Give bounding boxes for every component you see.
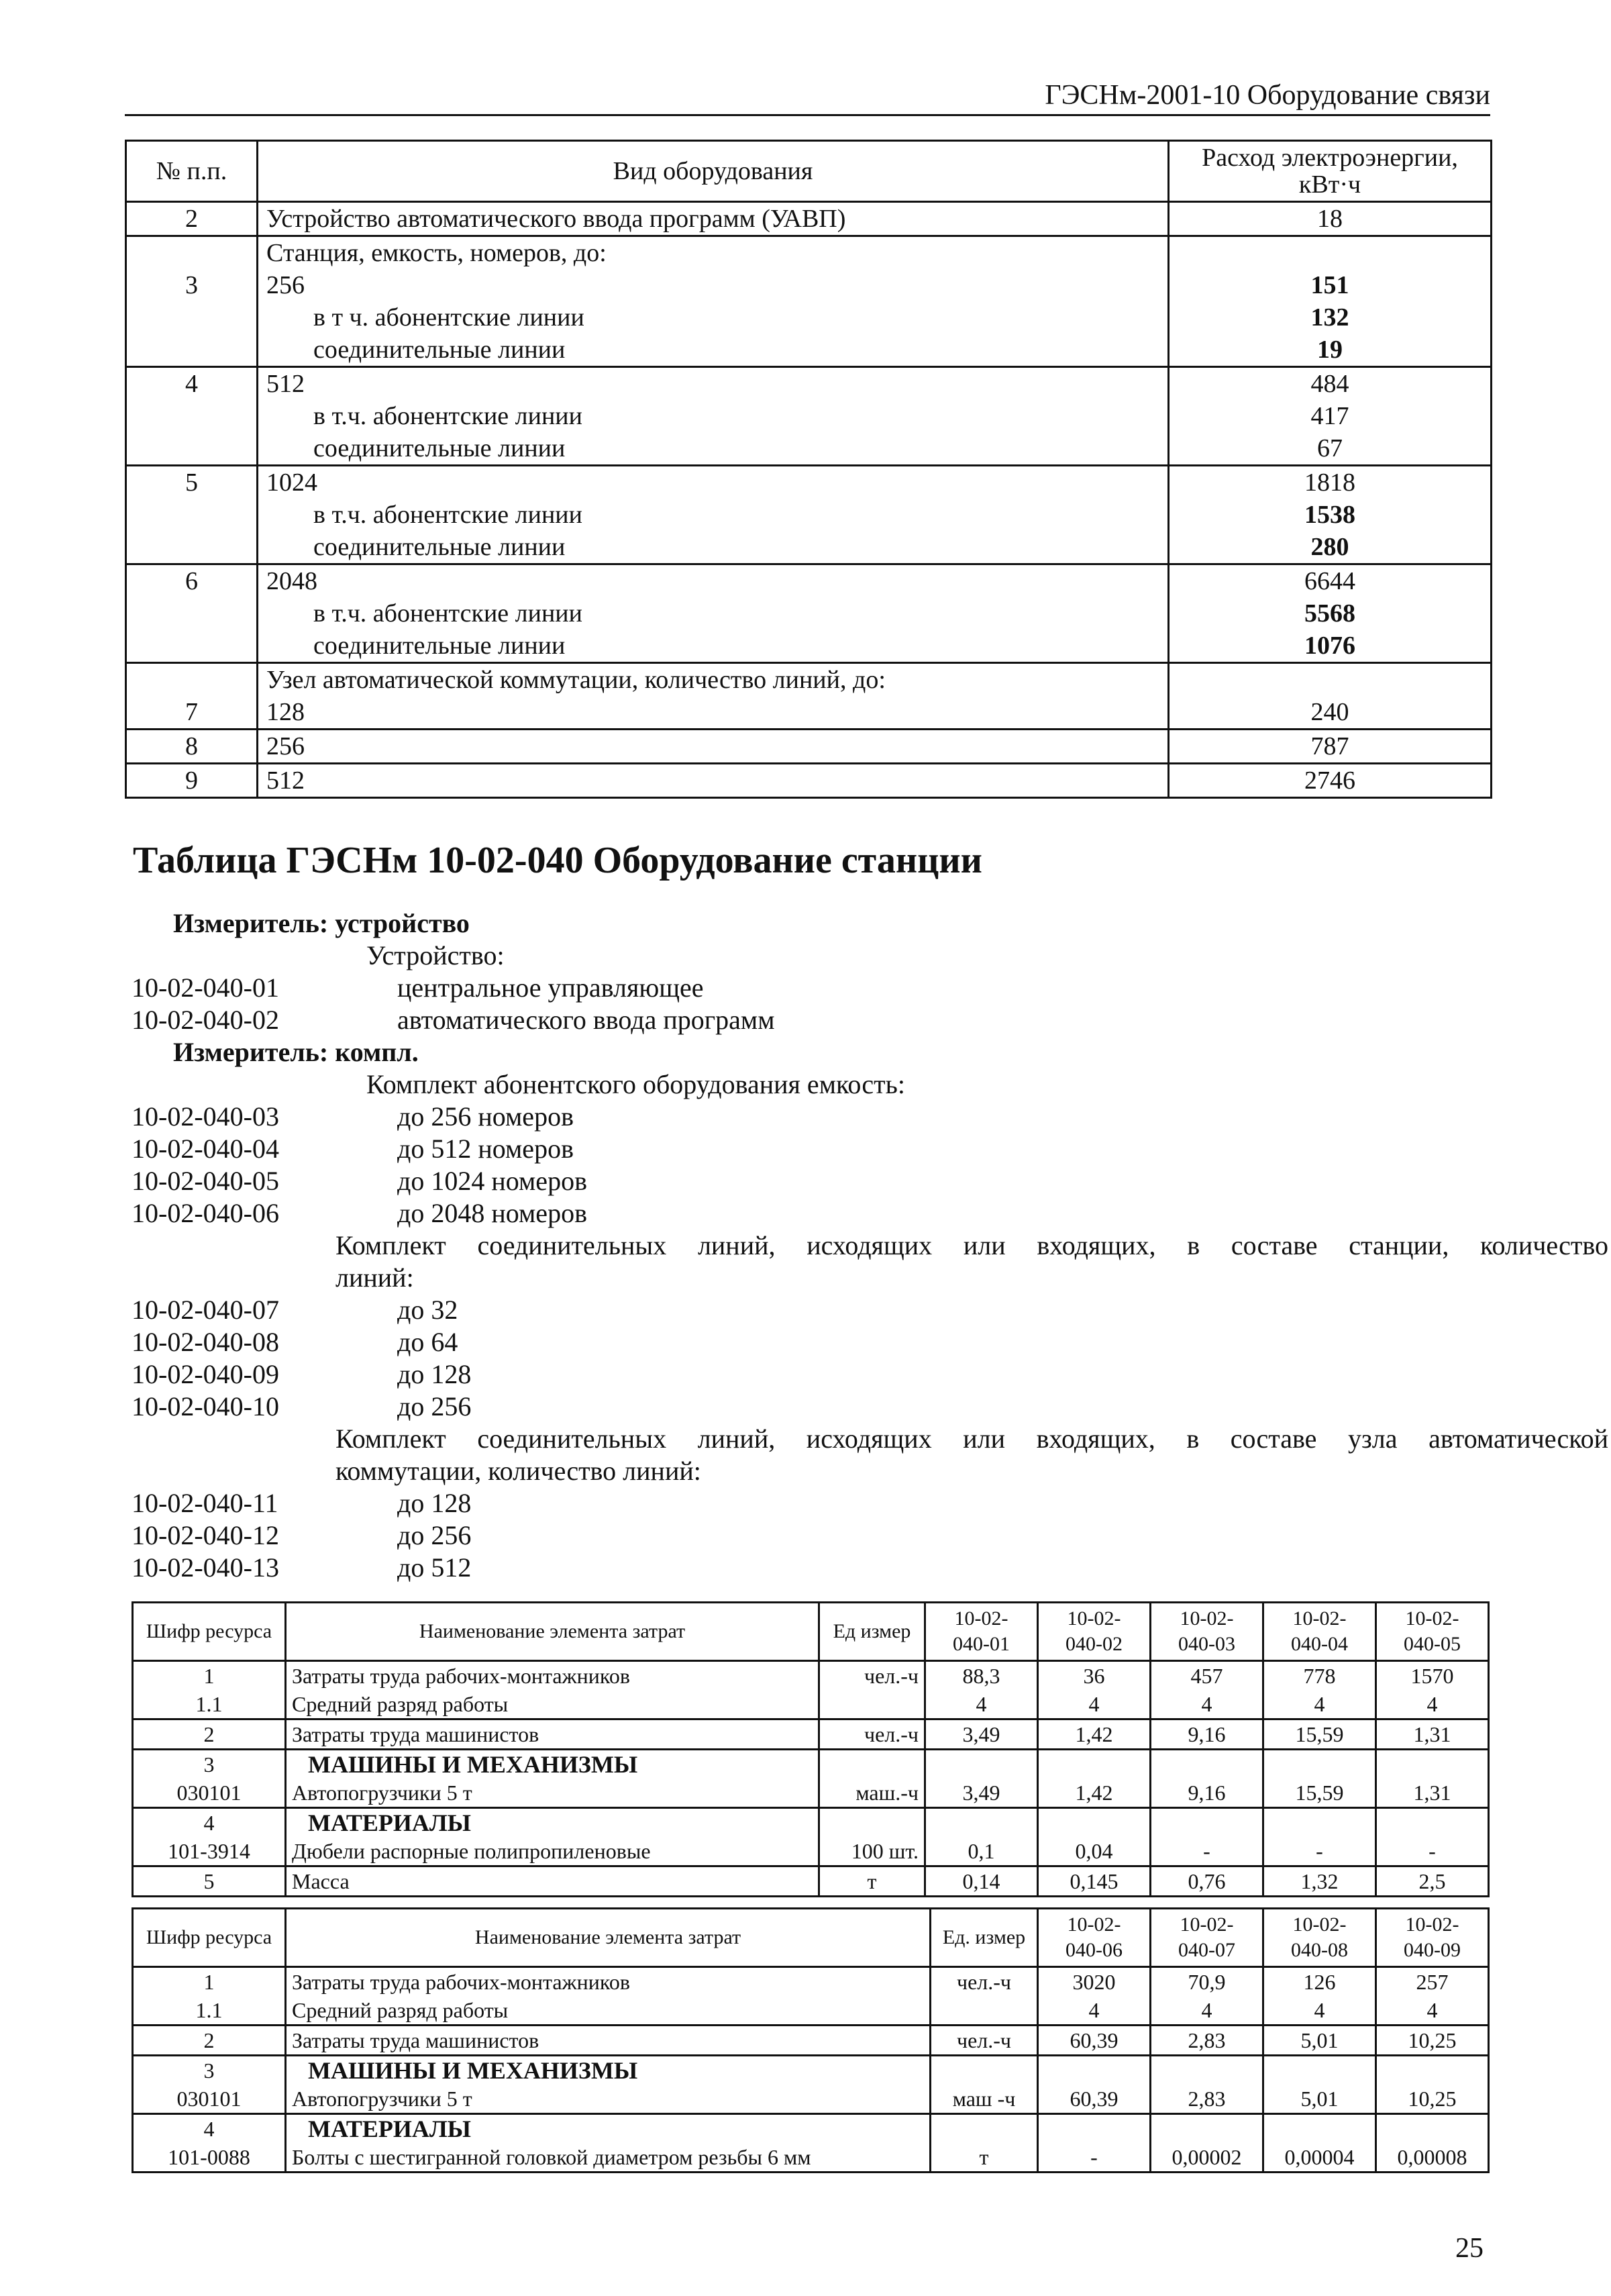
table-row	[133, 1719, 1489, 1750]
resource-code: 4 101-3914	[133, 1808, 286, 1866]
resource-code: 1 1.1	[133, 1661, 286, 1719]
section-title: Таблица ГЭСНм 10-02-040 Оборудование станции	[133, 840, 982, 881]
row-number: 3	[126, 236, 258, 367]
norm-description: до 512	[397, 1552, 472, 1583]
resource-value: 1,42	[1038, 1750, 1151, 1808]
resource-unit: 100 шт.	[819, 1808, 925, 1866]
equipment-description: Станция, емкость, номеров, до: 256 в т ч. абонентские линии соединительные линии	[258, 236, 1169, 367]
resource-value: 15,59	[1263, 1750, 1376, 1808]
table-row	[133, 2056, 1489, 2114]
table-header-row	[133, 1909, 1489, 1967]
table-row	[133, 1750, 1489, 1808]
meter-label: Измеритель: устройство	[173, 908, 470, 938]
resource-name: МАТЕРИАЛЫ Дюбели распорные полипропиленовые	[286, 1808, 819, 1866]
power-value: 484 417 67	[1169, 367, 1492, 466]
resource-value: 1,31	[1376, 1719, 1489, 1750]
row-number: 6	[126, 564, 258, 663]
resource-value: 1,42	[1038, 1719, 1151, 1750]
row-number: 4	[126, 367, 258, 466]
list-item	[132, 1552, 1490, 1584]
resource-value: 0,76	[1151, 1866, 1263, 1897]
resource-value: 0,14	[925, 1866, 1038, 1897]
power-consumption-table	[125, 140, 1492, 799]
list-item	[132, 1262, 1490, 1294]
list-item	[132, 1068, 1490, 1101]
document-header-title: ГЭСНм-2001-10 Оборудование связи	[1045, 80, 1490, 111]
col-header-norm: 10-02- 040-04	[1263, 1603, 1376, 1661]
resource-code: 2	[133, 1719, 286, 1750]
equipment-description: Устройство автоматического ввода программ (УАВП)	[258, 202, 1169, 236]
resource-value: 1,31	[1376, 1750, 1489, 1808]
norm-description: автоматического ввода программ	[397, 1005, 775, 1035]
col-header-unit: Ед измер	[819, 1603, 925, 1661]
resource-value: -	[1038, 2114, 1151, 2173]
table-row	[126, 236, 1492, 367]
meter-list	[132, 907, 1608, 1584]
table-header-row	[126, 141, 1492, 202]
norm-description: до 1024 номеров	[397, 1166, 587, 1196]
resource-value: 36 4	[1038, 1661, 1151, 1719]
resource-table-2	[132, 1907, 1490, 2173]
norm-code: 10-02-040-09	[132, 1359, 279, 1389]
table-row	[126, 764, 1492, 798]
power-value: 1818 1538 280	[1169, 466, 1492, 564]
resource-value: 0,145	[1038, 1866, 1151, 1897]
list-item	[132, 1197, 1490, 1230]
resource-value: 3,49	[925, 1719, 1038, 1750]
list-item	[132, 1326, 1490, 1358]
resource-value: 88,3 4	[925, 1661, 1038, 1719]
norm-description: до 256	[397, 1391, 472, 1421]
group-heading-cont: линий:	[335, 1262, 414, 1293]
resource-unit: чел.-ч	[931, 1967, 1038, 2026]
resource-unit: маш.-ч	[819, 1750, 925, 1808]
resource-unit: чел.-ч	[819, 1661, 925, 1719]
equipment-description: 512	[258, 764, 1169, 798]
col-header-norm: 10-02- 040-01	[925, 1603, 1038, 1661]
resource-name: Затраты труда рабочих-монтажников Средний разряд работы	[286, 1967, 931, 2026]
norm-code: 10-02-040-05	[132, 1166, 279, 1196]
table-row	[133, 1661, 1489, 1719]
resource-code: 5	[133, 1866, 286, 1897]
resource-value: 0,1	[925, 1808, 1038, 1866]
resource-name: Затраты труда рабочих-монтажников Средний разряд работы	[286, 1661, 819, 1719]
table-row	[133, 2026, 1489, 2056]
norm-code: 10-02-040-06	[132, 1198, 279, 1228]
col-header-power: Расход электроэнергии, кВт·ч	[1169, 141, 1492, 202]
resource-value: 126 4	[1263, 1967, 1376, 2026]
resource-value: 9,16	[1151, 1719, 1263, 1750]
resource-value: 257 4	[1376, 1967, 1489, 2026]
table-row	[133, 1808, 1489, 1866]
col-header-code: Шифр ресурса	[133, 1909, 286, 1967]
norm-code: 10-02-040-08	[132, 1327, 279, 1357]
meter-row	[132, 1036, 1490, 1068]
resource-value: 1,32	[1263, 1866, 1376, 1897]
row-number: 7	[126, 663, 258, 730]
list-item	[132, 1391, 1490, 1423]
col-header-norm: 10-02- 040-02	[1038, 1603, 1151, 1661]
col-header-norm: 10-02- 040-09	[1376, 1909, 1489, 1967]
resource-value: 5,01	[1263, 2056, 1376, 2114]
resource-value: 0,00002	[1151, 2114, 1263, 2173]
list-item	[132, 1455, 1490, 1487]
resource-value: 2,83	[1151, 2026, 1263, 2056]
table-row	[133, 1866, 1489, 1897]
power-value: 18	[1169, 202, 1492, 236]
list-item	[132, 1294, 1490, 1326]
resource-value: 0,04	[1038, 1808, 1151, 1866]
norm-code: 10-02-040-01	[132, 972, 279, 1003]
norm-description: до 128	[397, 1488, 472, 1518]
resource-value: 9,16	[1151, 1750, 1263, 1808]
col-header-number: № п.п.	[126, 141, 258, 202]
resource-code: 2	[133, 2026, 286, 2056]
resource-value: 60,39	[1038, 2026, 1151, 2056]
norm-description: до 64	[397, 1327, 458, 1357]
equipment-description: Узел автоматической коммутации, количество линий, до: 128	[258, 663, 1169, 730]
table-row	[126, 466, 1492, 564]
col-header-norm: 10-02- 040-06	[1038, 1909, 1151, 1967]
col-header-norm: 10-02- 040-03	[1151, 1603, 1263, 1661]
table-header-row	[133, 1603, 1489, 1661]
resource-unit: чел.-ч	[931, 2026, 1038, 2056]
norm-code: 10-02-040-10	[132, 1391, 279, 1421]
list-item	[132, 1165, 1490, 1197]
list-item	[132, 1487, 1490, 1519]
resource-value: 2,83	[1151, 2056, 1263, 2114]
norm-description: до 2048 номеров	[397, 1198, 587, 1228]
power-value: 787	[1169, 730, 1492, 764]
resource-value: 457 4	[1151, 1661, 1263, 1719]
list-item	[132, 1101, 1490, 1133]
group-heading: Комплект соединительных линий, исходящих или входящих, в составе станции, количество	[335, 1230, 1608, 1260]
list-item	[132, 1358, 1490, 1391]
table-row	[133, 2114, 1489, 2173]
norm-description: до 256 номеров	[397, 1101, 574, 1132]
row-number: 2	[126, 202, 258, 236]
resource-name: МАТЕРИАЛЫ Болты с шестигранной головкой диаметром резьбы 6 мм	[286, 2114, 931, 2173]
list-item	[132, 940, 1490, 972]
group-heading: Комплект соединительных линий, исходящих или входящих, в составе узла автоматической	[335, 1424, 1608, 1454]
equipment-description: 2048 в т.ч. абонентские линии соединительные линии	[258, 564, 1169, 663]
list-item	[132, 1423, 1608, 1455]
col-header-unit: Ед. измер	[931, 1909, 1038, 1967]
norm-code: 10-02-040-07	[132, 1295, 279, 1325]
resource-value: 10,25	[1376, 2056, 1489, 2114]
resource-value: 0,00008	[1376, 2114, 1489, 2173]
list-item	[132, 972, 1490, 1004]
equipment-description: 1024 в т.ч. абонентские линии соединительные линии	[258, 466, 1169, 564]
resource-value: 0,00004	[1263, 2114, 1376, 2173]
resource-value: 3,49	[925, 1750, 1038, 1808]
resource-code: 3 030101	[133, 1750, 286, 1808]
group-heading-cont: коммутации, количество линий:	[335, 1456, 701, 1486]
resource-code: 4 101-0088	[133, 2114, 286, 2173]
norm-description: до 256	[397, 1520, 472, 1550]
meter-label: Измеритель: компл.	[173, 1037, 419, 1067]
resource-name: МАШИНЫ И МЕХАНИЗМЫ Автопогрузчики 5 т	[286, 1750, 819, 1808]
table-row	[126, 564, 1492, 663]
resource-value: 778 4	[1263, 1661, 1376, 1719]
list-item	[132, 1133, 1490, 1165]
resource-table-1	[132, 1601, 1490, 1897]
resource-code: 3 030101	[133, 2056, 286, 2114]
resource-unit: т	[931, 2114, 1038, 2173]
row-number: 5	[126, 466, 258, 564]
resource-value: 10,25	[1376, 2026, 1489, 2056]
power-value: 6644 5568 1076	[1169, 564, 1492, 663]
norm-description: центральное управляющее	[397, 972, 704, 1003]
resource-value: -	[1376, 1808, 1489, 1866]
power-value: 2746	[1169, 764, 1492, 798]
equipment-description: 512 в т.ч. абонентские линии соединительные линии	[258, 367, 1169, 466]
table-row	[126, 730, 1492, 764]
resource-code: 1 1.1	[133, 1967, 286, 2026]
norm-code: 10-02-040-13	[132, 1552, 279, 1583]
meter-row	[132, 907, 1490, 940]
resource-value: 60,39	[1038, 2056, 1151, 2114]
table-row	[126, 663, 1492, 730]
resource-unit: чел.-ч	[819, 1719, 925, 1750]
resource-unit: маш -ч	[931, 2056, 1038, 2114]
resource-name: МАШИНЫ И МЕХАНИЗМЫ Автопогрузчики 5 т	[286, 2056, 931, 2114]
group-heading: Устройство:	[366, 940, 505, 970]
col-header-name: Наименование элемента затрат	[286, 1603, 819, 1661]
resource-value: 2,5	[1376, 1866, 1489, 1897]
power-value: 240	[1169, 663, 1492, 730]
norm-description: до 128	[397, 1359, 472, 1389]
equipment-description: 256	[258, 730, 1169, 764]
col-header-norm: 10-02- 040-08	[1263, 1909, 1376, 1967]
row-number: 9	[126, 764, 258, 798]
norm-code: 10-02-040-04	[132, 1134, 279, 1164]
norm-description: до 512 номеров	[397, 1134, 574, 1164]
resource-value: 70,9 4	[1151, 1967, 1263, 2026]
resource-value: 1570 4	[1376, 1661, 1489, 1719]
norm-description: до 32	[397, 1295, 458, 1325]
table-row	[126, 202, 1492, 236]
norm-code: 10-02-040-12	[132, 1520, 279, 1550]
resource-unit: т	[819, 1866, 925, 1897]
page-number: 25	[1455, 2233, 1484, 2264]
resource-value: 5,01	[1263, 2026, 1376, 2056]
col-header-name: Наименование элемента затрат	[286, 1909, 931, 1967]
norm-code: 10-02-040-02	[132, 1005, 279, 1035]
list-item	[132, 1230, 1608, 1262]
header-rule	[125, 114, 1490, 116]
resource-value: -	[1151, 1808, 1263, 1866]
table-row	[133, 1967, 1489, 2026]
resource-name: Затраты труда машинистов	[286, 2026, 931, 2056]
table-row	[126, 367, 1492, 466]
power-value: 151 132 19	[1169, 236, 1492, 367]
col-header-code: Шифр ресурса	[133, 1603, 286, 1661]
norm-code: 10-02-040-03	[132, 1101, 279, 1132]
list-item	[132, 1004, 1490, 1036]
col-header-norm: 10-02- 040-05	[1376, 1603, 1489, 1661]
norm-code: 10-02-040-11	[132, 1488, 278, 1518]
resource-value: -	[1263, 1808, 1376, 1866]
col-header-norm: 10-02- 040-07	[1151, 1909, 1263, 1967]
resource-name: Масса	[286, 1866, 819, 1897]
row-number: 8	[126, 730, 258, 764]
resource-name: Затраты труда машинистов	[286, 1719, 819, 1750]
resource-value: 3020 4	[1038, 1967, 1151, 2026]
resource-value: 15,59	[1263, 1719, 1376, 1750]
col-header-equipment: Вид оборудования	[258, 141, 1169, 202]
group-heading: Комплект абонентского оборудования емкость:	[366, 1069, 905, 1099]
list-item	[132, 1519, 1490, 1552]
